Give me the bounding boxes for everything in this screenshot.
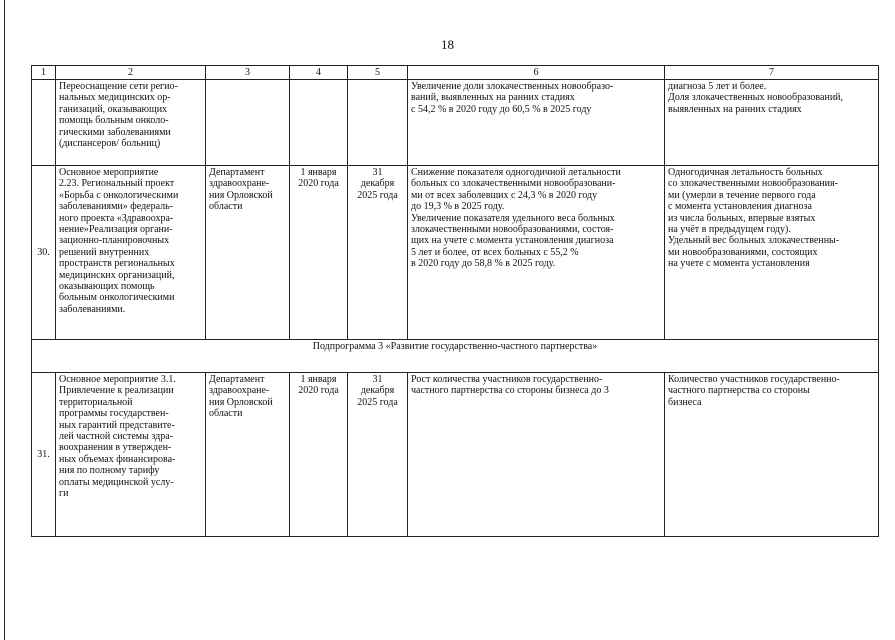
indicator-cell: Количество участников государственно- частного партнерства со стороны бизнеса bbox=[665, 373, 879, 537]
col-header-4: 4 bbox=[290, 66, 348, 80]
subprogram-row bbox=[32, 340, 879, 373]
measures-table bbox=[31, 65, 879, 537]
indicator-cell: диагноза 5 лет и более. Доля злокачественных новообразований, выявленных на ранних стадиях bbox=[665, 80, 879, 166]
measure-cell: Основное мероприятие 3.1. Привлечение к реализации территориальной программы государствен- ных гарантий представите- лей частной системы здра- воохранения в утвержден- ных объемах финансирова- ния по полному тарифу оплаты медицинской услу- ги bbox=[56, 373, 206, 537]
page-number: 18 bbox=[441, 37, 454, 52]
table-row-30 bbox=[32, 166, 879, 340]
col-header-2: 2 bbox=[56, 66, 206, 80]
expected-result-cell: Рост количества участников государственно- частного партнерства со стороны бизнеса до 3 bbox=[408, 373, 665, 537]
header-row bbox=[32, 66, 879, 80]
indicator-cell: Одногодичная летальность больных со злокачественными новообразования- ми (умерли в течение первого года с момента установления диагноза из числа больных, впервые взятых на учёт в предыдущем году). Удельный вес больных злокачественны- ми новообразованиями, состоящих на учете с момента установления bbox=[665, 166, 879, 340]
end-date-cell: 31 декабря 2025 года bbox=[348, 166, 408, 340]
start-date-cell bbox=[290, 80, 348, 166]
end-date-cell: 31 декабря 2025 года bbox=[348, 373, 408, 537]
table-row-continuation bbox=[32, 80, 879, 166]
executor-cell: Департамент здравоохране- ния Орловской области bbox=[206, 166, 290, 340]
col-header-3: 3 bbox=[206, 66, 290, 80]
expected-result-cell: Снижение показателя одногодичной летальности больных со злокачественными новообразовани- ми от всех заболевших с 24,3 % в 2020 году до 19,3 % в 2025 году. Увеличение показателя удельного веса больных злокачественными новообразованиями, состоя- щих на учете с момента установления диагноза 5 лет и более, от всех больных с 55,2 % в 2020 году до 58,8 % в 2025 году. bbox=[408, 166, 665, 340]
expected-result-cell: Увеличение доли злокачественных новообразо- ваний, выявленных на ранних стадиях с 54,2 % в 2020 году до 60,5 % в 2025 году bbox=[408, 80, 665, 166]
row-number-cell bbox=[32, 80, 56, 166]
table-row-31 bbox=[32, 373, 879, 537]
col-header-6: 6 bbox=[408, 66, 665, 80]
measure-cell: Переоснащение сети регио- нальных медицинских ор- ганизаций, оказывающих помощь больным онколо- гическими заболеваниями (диспансеров/ больниц) bbox=[56, 80, 206, 166]
executor-cell: Департамент здравоохране- ния Орловской области bbox=[206, 373, 290, 537]
start-date-cell: 1 января 2020 года bbox=[290, 166, 348, 340]
row-number-cell: 31. bbox=[32, 373, 56, 537]
col-header-5: 5 bbox=[348, 66, 408, 80]
col-header-7: 7 bbox=[665, 66, 879, 80]
start-date-cell: 1 января 2020 года bbox=[290, 373, 348, 537]
page-edge-line bbox=[4, 0, 5, 640]
col-header-1: 1 bbox=[32, 66, 56, 80]
subprogram-title: Подпрограмма 3 «Развитие государственно-частного партнерства» bbox=[32, 340, 879, 373]
measure-cell: Основное мероприятие 2.23. Региональный проект «Борьба с онкологическими заболеваниями» федераль- ного проекта «Здравоохра- нение»Реализация органи- зационно-планировочных решений внутренних пространств региональных медицинских организаций, оказывающих помощь больным онкологическими заболеваниями. bbox=[56, 166, 206, 340]
end-date-cell bbox=[348, 80, 408, 166]
row-number-cell: 30. bbox=[32, 166, 56, 340]
executor-cell bbox=[206, 80, 290, 166]
